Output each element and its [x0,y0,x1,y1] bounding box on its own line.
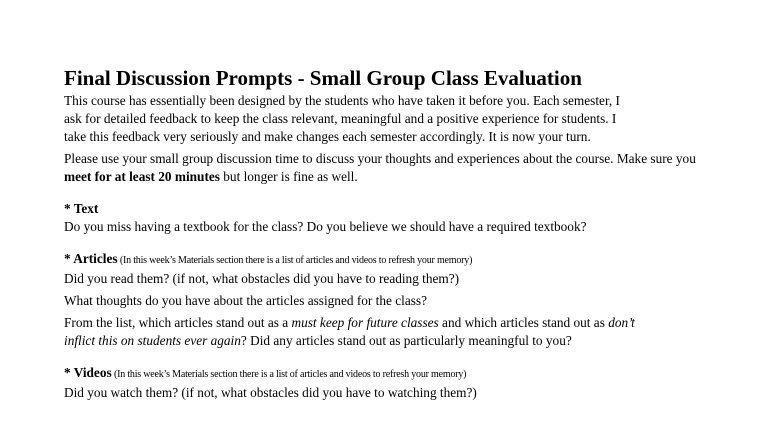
videos-question-1: Did you watch them? (if not, what obstacles did you have to watching them?) [64,385,477,400]
instructions-paragraph [64,150,724,186]
instructions-text-end: but longer is fine as well. [219,169,358,184]
articles-question-2: What thoughts do you have about the articles assigned for the class? [64,293,427,308]
document-title: Final Discussion Prompts - Small Group Class Evaluation [64,66,582,90]
document-page [64,66,724,402]
section-label: * Text [64,201,99,216]
articles-question-1: Did you read them? (if not, what obstacles did you have to reading them?) [64,271,460,286]
articles-question-3 [64,314,654,350]
articles-q3-text: From the list, which articles stand out as a [64,315,292,330]
text-question: Do you miss having a textbook for the class? Do you believe we should have a required textbook? [64,219,587,234]
articles-q3-emphasis-keep: must keep for future classes [291,315,439,330]
section-note: (In this week’s Materials section there is a list of articles and videos to refresh your memory) [111,369,467,380]
section-heading-videos [64,364,724,384]
instructions-text: Please use your small group discussion time to discuss your thoughts and experiences about the course. Make sure you [64,151,696,166]
instructions-emphasis: meet for at least 20 minutes [64,169,220,184]
section-label: * Articles [64,251,118,266]
section-heading-articles [64,250,724,270]
section-heading-text [64,200,724,218]
section-label: * Videos [64,365,112,380]
articles-q3-emphasis-inflict: don’t inflict this on students ever again [64,315,635,348]
articles-q3-text: ? Did any articles stand out as particularly meaningful to you? [240,333,572,348]
articles-q3-text: and which articles stand out as [438,315,609,330]
intro-paragraph: This course has essentially been designed by the students who have taken it before you. Each semester, I ask for detailed feedback to keep the class relevant, meaningful and a positive experience for students. I take this feedback very seriously and make changes each semester accordingly. It is now your turn. [64,93,620,144]
section-note: (In this week’s Materials section there is a list of articles and videos to refresh your memory) [117,255,473,266]
